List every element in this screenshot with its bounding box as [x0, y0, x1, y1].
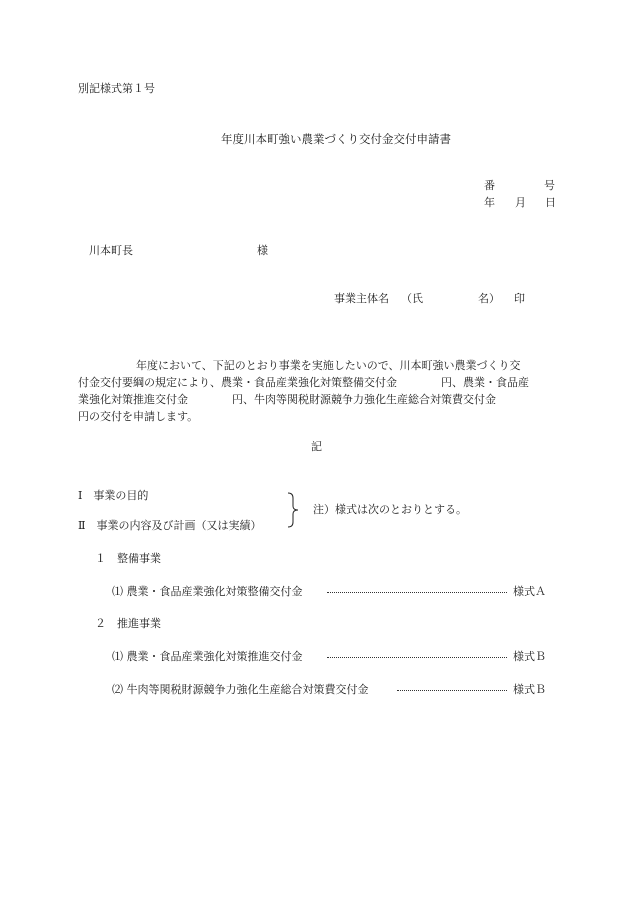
applicant-label: 事業主体名 — [334, 292, 389, 305]
number-suffix: 号 — [544, 179, 555, 192]
right-brace-icon — [287, 492, 299, 528]
addressee-honorific: 様 — [257, 244, 268, 257]
applicant-name-close: 名） — [478, 292, 500, 305]
format-note: 注）様式は次のとおりとする。 — [313, 503, 467, 516]
date-month-label: 月 — [515, 196, 526, 209]
sub2-item1-form: 様式Ｂ — [513, 650, 546, 663]
date-year-label: 年 — [484, 196, 495, 209]
sub1-item1-label: ⑴ 農業・食品産業強化対策整備交付金 — [112, 585, 303, 598]
sub2-heading: ２ 推進事業 — [95, 617, 161, 630]
leader-dots — [327, 592, 507, 593]
addressee-name: 川本町長 — [89, 244, 133, 257]
sub1-item1-form: 様式Ａ — [513, 585, 546, 598]
section-content-plan: Ⅱ 事業の内容及び計画（又は実績） — [78, 519, 262, 532]
date-day-label: 日 — [545, 196, 556, 209]
form-number: 別記様式第１号 — [78, 82, 155, 95]
sub2-item2-form: 様式Ｂ — [513, 683, 546, 696]
body-line-1: 年度において、下記のとおり事業を実施したいので、川本町強い農業づくり交 — [136, 359, 521, 372]
applicant-seal: 印 — [514, 292, 525, 305]
section-purpose: Ⅰ 事業の目的 — [78, 489, 149, 502]
sub2-item1-label: ⑴ 農業・食品産業強化対策推進交付金 — [112, 650, 303, 663]
body-line-3: 業強化対策推進交付金 円、牛肉等関税財源競争力強化生産総合対策費交付金 — [78, 393, 496, 406]
document-title: 年度川本町強い農業づくり交付金交付申請書 — [221, 132, 451, 146]
leader-dots — [327, 657, 507, 658]
sub1-heading: １ 整備事業 — [95, 552, 161, 565]
ki-heading: 記 — [311, 440, 322, 453]
body-line-2: 付金交付要綱の規定により、農業・食品産業強化対策整備交付金 円、農業・食品産 — [78, 376, 529, 389]
leader-dots — [397, 690, 507, 691]
number-label: 番 — [484, 179, 495, 192]
applicant-name-open: （氏 — [401, 292, 423, 305]
application-body — [78, 357, 556, 425]
body-line-4: 円の交付を申請します。 — [78, 410, 199, 423]
sub2-item2-label: ⑵ 牛肉等関税財源競争力強化生産総合対策費交付金 — [112, 683, 369, 696]
